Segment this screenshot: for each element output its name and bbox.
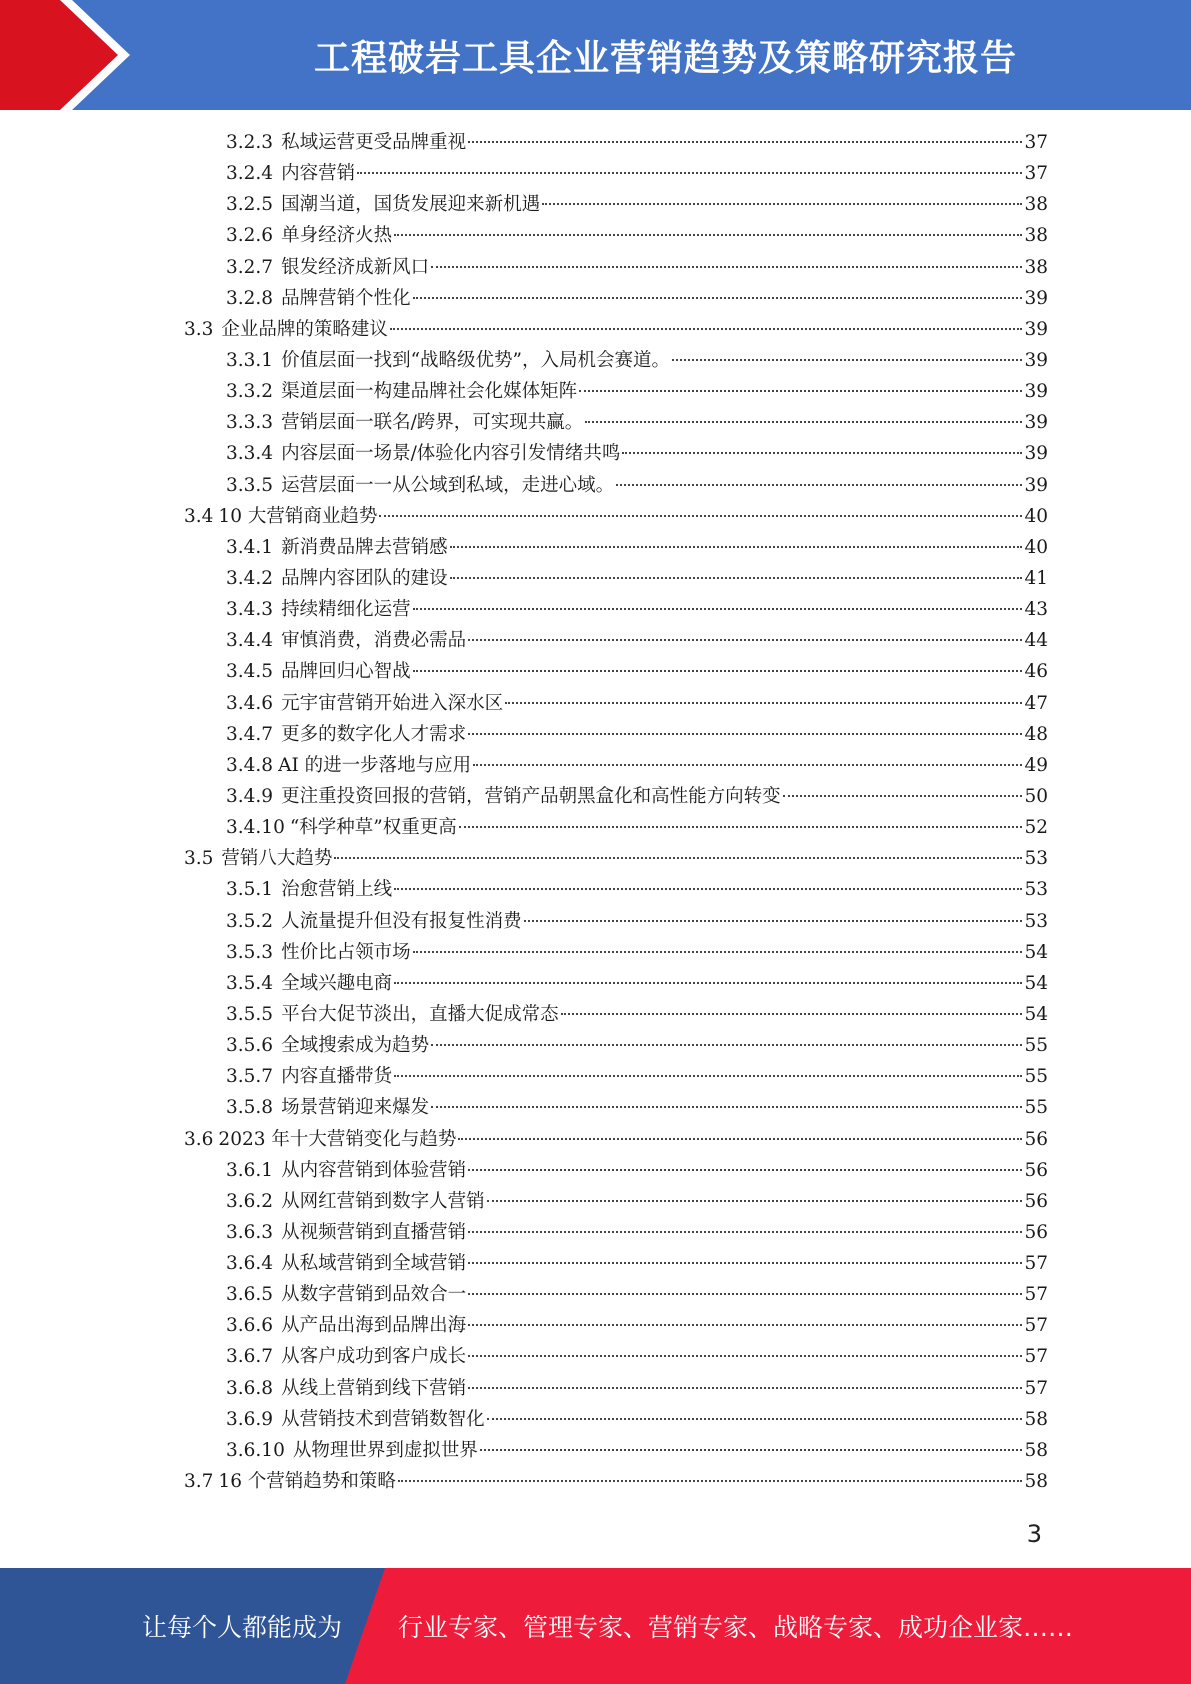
- toc-entry[interactable]: [184, 563, 1048, 594]
- toc-entry[interactable]: [184, 1155, 1048, 1186]
- toc-entry-number: 3.6.10: [226, 1439, 285, 1461]
- toc-entry-title: 私域运营更受品牌重视: [281, 132, 467, 153]
- toc-entry-number: 3.4.8: [226, 754, 274, 776]
- toc-entry-title: 从产品出海到品牌出海: [281, 1315, 467, 1337]
- toc-dot-leader: [487, 1418, 1023, 1420]
- toc-dot-leader: [468, 1293, 1022, 1295]
- toc-dot-leader: [459, 826, 1023, 828]
- toc-entry[interactable]: [184, 1124, 1048, 1155]
- toc-entry-title: 更注重投资回报的营销，营销产品朝黑盒化和高性能方向转变: [281, 785, 781, 807]
- toc-entry-number: 3.6: [184, 1128, 214, 1150]
- table-of-contents: [184, 127, 1048, 1497]
- toc-entry-title: 元宇宙营销开始进入深水区: [281, 692, 504, 714]
- toc-entry-page: 37: [1024, 163, 1048, 185]
- toc-entry[interactable]: [184, 937, 1048, 968]
- toc-entry-number: 3.5.3: [226, 941, 274, 963]
- toc-entry-page: 57: [1024, 1253, 1048, 1275]
- toc-dot-leader: [561, 1013, 1023, 1015]
- toc-entry-page: 49: [1024, 754, 1048, 776]
- toc-entry-page: 46: [1024, 661, 1048, 683]
- toc-entry-title: 从数字营销到品效合一: [281, 1284, 467, 1306]
- toc-entry-page: 40: [1024, 536, 1048, 558]
- toc-entry-title: 场景营销迎来爆发: [281, 1097, 430, 1119]
- toc-dot-leader: [487, 1200, 1023, 1202]
- toc-entry-page: 54: [1024, 972, 1048, 994]
- toc-entry-page: 53: [1024, 848, 1048, 870]
- toc-entry[interactable]: [184, 1061, 1048, 1092]
- toc-entry[interactable]: [184, 1341, 1048, 1372]
- toc-dot-leader: [450, 577, 1023, 579]
- toc-entry-number: 3.5.5: [226, 1003, 274, 1025]
- toc-entry-title: 审慎消费，消费必需品: [281, 630, 467, 652]
- toc-dot-leader: [616, 484, 1022, 486]
- toc-dot-leader: [585, 421, 1022, 423]
- toc-entry-number: 3.5.8: [226, 1097, 274, 1119]
- toc-entry-title: 从私域营销到全域营销: [281, 1253, 467, 1275]
- toc-entry-title: 2023 年十大营销变化与趋势: [218, 1128, 457, 1150]
- toc-entry-title: 内容直播带货: [281, 1066, 393, 1088]
- toc-dot-leader: [468, 1262, 1022, 1264]
- toc-entry-page: 57: [1024, 1346, 1048, 1368]
- toc-entry-page: 58: [1024, 1439, 1048, 1461]
- toc-dot-leader: [468, 1231, 1022, 1233]
- toc-entry-page: 55: [1024, 1066, 1048, 1088]
- toc-entry-page: 56: [1024, 1128, 1048, 1150]
- toc-entry-number: 3.7: [184, 1471, 214, 1493]
- toc-entry-number: 3.6.8: [226, 1377, 274, 1399]
- toc-entry-title: 新消费品牌去营销感: [281, 536, 448, 558]
- toc-entry-title: 内容营销: [281, 163, 356, 185]
- toc-entry-number: 3.4.3: [226, 599, 274, 621]
- toc-entry-title: 从内容营销到体验营销: [281, 1159, 467, 1181]
- toc-dot-leader: [783, 795, 1023, 797]
- toc-entry-number: 3.2.6: [226, 225, 274, 247]
- toc-entry[interactable]: [184, 1435, 1048, 1466]
- toc-dot-leader: [579, 390, 1022, 392]
- toc-entry-number: 3.4.10: [226, 817, 285, 839]
- toc-entry-title: 营销层面一联名/跨界，可实现共赢。: [281, 412, 584, 434]
- toc-entry[interactable]: [184, 1092, 1048, 1123]
- toc-entry[interactable]: [184, 968, 1048, 999]
- page-number: 3: [1026, 1520, 1042, 1548]
- toc-entry-title: 16 个营销趋势和策略: [218, 1471, 396, 1493]
- toc-entry-page: 38: [1024, 256, 1048, 278]
- toc-entry[interactable]: [184, 906, 1048, 937]
- toc-entry-number: 3.4.5: [226, 661, 274, 683]
- toc-entry[interactable]: [184, 1248, 1048, 1279]
- toc-entry-page: 57: [1024, 1284, 1048, 1306]
- toc-entry[interactable]: [184, 314, 1048, 345]
- toc-entry-title: 从营销技术到营销数智化: [281, 1408, 485, 1430]
- toc-entry-number: 3.6.2: [226, 1190, 274, 1212]
- toc-entry[interactable]: [184, 843, 1048, 874]
- toc-entry[interactable]: [184, 345, 1048, 376]
- toc-entry[interactable]: [184, 1310, 1048, 1341]
- toc-entry-number: 3.2.7: [226, 256, 274, 278]
- toc-entry-title: 全域搜索成为趋势: [281, 1035, 430, 1057]
- toc-dot-leader: [379, 515, 1022, 517]
- toc-entry-number: 3.6.4: [226, 1253, 274, 1275]
- toc-entry-title: 内容层面一场景/体验化内容引发情绪共鸣: [281, 443, 621, 465]
- toc-entry[interactable]: [184, 1279, 1048, 1310]
- toc-entry-number: 3.4: [184, 505, 214, 527]
- toc-entry[interactable]: [184, 376, 1048, 407]
- toc-entry-title: 运营层面一一从公域到私域，走进心域。: [281, 474, 615, 496]
- toc-dot-leader: [473, 764, 1022, 766]
- toc-dot-leader: [542, 203, 1022, 205]
- toc-entry-number: 3.3.3: [226, 412, 274, 434]
- toc-entry-page: 58: [1024, 1408, 1048, 1430]
- toc-dot-leader: [413, 670, 1023, 672]
- toc-entry[interactable]: [184, 1217, 1048, 1248]
- toc-entry-page: 39: [1024, 443, 1048, 465]
- toc-entry[interactable]: [184, 407, 1048, 438]
- page-footer: [0, 1568, 1191, 1684]
- toc-entry-number: 3.3: [184, 318, 214, 340]
- toc-entry-number: 3.5.1: [226, 879, 274, 901]
- toc-entry-title: 持续精细化运营: [281, 599, 411, 621]
- toc-dot-leader: [468, 1355, 1022, 1357]
- toc-entry-number: 3.5: [184, 848, 214, 870]
- toc-dot-leader: [468, 141, 1022, 143]
- toc-entry[interactable]: [184, 874, 1048, 905]
- toc-entry-number: 3.5.4: [226, 972, 274, 994]
- toc-dot-leader: [450, 546, 1023, 548]
- toc-entry-page: 43: [1024, 599, 1048, 621]
- toc-entry-title: 从视频营销到直播营销: [281, 1221, 467, 1243]
- toc-entry-number: 3.3.5: [226, 474, 274, 496]
- toc-entry-page: 50: [1024, 785, 1048, 807]
- toc-dot-leader: [431, 1106, 1022, 1108]
- toc-entry-number: 3.4.1: [226, 536, 274, 558]
- toc-entry-title: 平台大促节淡出，直播大促成常态: [281, 1003, 559, 1025]
- toc-entry-page: 47: [1024, 692, 1048, 714]
- toc-entry-number: 3.4.4: [226, 630, 274, 652]
- toc-entry-number: 3.5.2: [226, 910, 274, 932]
- toc-dot-leader: [468, 1387, 1022, 1389]
- toc-entry-title: 品牌内容团队的建设: [281, 567, 448, 589]
- toc-entry-title: “科学种草”权重更高: [289, 817, 457, 839]
- toc-dot-leader: [672, 359, 1022, 361]
- toc-entry-title: 国潮当道，国货发展迎来新机遇: [281, 194, 541, 216]
- toc-entry-page: 37: [1024, 132, 1048, 153]
- toc-entry-title: 治愈营销上线: [281, 879, 393, 901]
- toc-entry-title: 品牌回归心智战: [281, 661, 411, 683]
- toc-dot-leader: [458, 1138, 1022, 1140]
- toc-entry-page: 44: [1024, 630, 1048, 652]
- toc-entry[interactable]: [184, 1466, 1048, 1497]
- toc-dot-leader: [468, 1324, 1022, 1326]
- toc-entry-page: 55: [1024, 1097, 1048, 1119]
- toc-entry[interactable]: [184, 812, 1048, 843]
- toc-entry-title: 从网红营销到数字人营销: [281, 1190, 485, 1212]
- toc-entry[interactable]: [184, 1404, 1048, 1435]
- toc-entry-page: 58: [1024, 1471, 1048, 1493]
- toc-entry[interactable]: [184, 999, 1048, 1030]
- toc-dot-leader: [431, 1044, 1022, 1046]
- toc-entry-title: 10 大营销商业趋势: [218, 505, 378, 527]
- toc-entry[interactable]: [184, 625, 1048, 656]
- toc-entry-number: 3.3.1: [226, 349, 274, 371]
- toc-entry-title: 从线上营销到线下营销: [281, 1377, 467, 1399]
- toc-entry-page: 52: [1024, 817, 1048, 839]
- toc-entry-number: 3.6.7: [226, 1346, 274, 1368]
- toc-entry-page: 57: [1024, 1315, 1048, 1337]
- toc-entry[interactable]: [184, 220, 1048, 251]
- toc-entry-number: 3.6.1: [226, 1159, 274, 1181]
- toc-entry[interactable]: [184, 470, 1048, 501]
- toc-dot-leader: [357, 172, 1022, 174]
- toc-dot-leader: [413, 951, 1023, 953]
- toc-dot-leader: [480, 1449, 1023, 1451]
- toc-dot-leader: [413, 297, 1023, 299]
- toc-entry-page: 41: [1024, 567, 1048, 589]
- toc-entry-number: 3.6.3: [226, 1221, 274, 1243]
- toc-dot-leader: [394, 1075, 1022, 1077]
- toc-entry-number: 3.2.5: [226, 194, 274, 216]
- toc-entry-number: 3.6.5: [226, 1284, 274, 1306]
- toc-dot-leader: [505, 702, 1022, 704]
- toc-entry-page: 56: [1024, 1159, 1048, 1181]
- toc-entry-page: 55: [1024, 1035, 1048, 1057]
- toc-dot-leader: [334, 857, 1022, 859]
- toc-entry-page: 39: [1024, 381, 1048, 403]
- toc-entry-number: 3.5.7: [226, 1066, 274, 1088]
- toc-entry-title: 渠道层面一构建品牌社会化媒体矩阵: [281, 381, 578, 403]
- toc-entry-page: 38: [1024, 225, 1048, 247]
- toc-entry-number: 3.6.9: [226, 1408, 274, 1430]
- toc-dot-leader: [524, 920, 1023, 922]
- toc-entry-title: 企业品牌的策略建议: [221, 318, 388, 340]
- footer-slogan-left: 让每个人都能成为: [142, 1613, 343, 1642]
- toc-entry-number: 3.2.8: [226, 287, 274, 309]
- toc-entry[interactable]: [184, 594, 1048, 625]
- toc-entry-number: 3.3.4: [226, 443, 274, 465]
- toc-entry-title: 更多的数字化人才需求: [281, 723, 467, 745]
- toc-entry-title: 从物理世界到虚拟世界: [292, 1439, 478, 1461]
- toc-dot-leader: [431, 266, 1022, 268]
- toc-entry-number: 3.2.3: [226, 132, 274, 153]
- toc-entry-number: 3.3.2: [226, 381, 274, 403]
- toc-entry-page: 39: [1024, 349, 1048, 371]
- toc-entry-page: 54: [1024, 1003, 1048, 1025]
- toc-dot-leader: [468, 1169, 1022, 1171]
- toc-entry-number: 3.5.6: [226, 1035, 274, 1057]
- toc-dot-leader: [622, 452, 1022, 454]
- toc-entry-number: 3.2.4: [226, 163, 274, 185]
- toc-dot-leader: [398, 1480, 1023, 1482]
- toc-entry[interactable]: [184, 189, 1048, 220]
- toc-entry[interactable]: [184, 750, 1048, 781]
- toc-entry[interactable]: [184, 532, 1048, 563]
- toc-entry-page: 39: [1024, 318, 1048, 340]
- toc-entry-title: 单身经济火热: [281, 225, 393, 247]
- toc-dot-leader: [394, 234, 1022, 236]
- toc-entry-page: 39: [1024, 287, 1048, 309]
- toc-entry-title: 从客户成功到客户成长: [281, 1346, 467, 1368]
- toc-entry[interactable]: [184, 781, 1048, 812]
- toc-entry-title: 人流量提升但没有报复性消费: [281, 910, 522, 932]
- toc-entry-page: 38: [1024, 194, 1048, 216]
- toc-entry[interactable]: [184, 283, 1048, 314]
- toc-entry-page: 39: [1024, 412, 1048, 434]
- toc-entry-page: 53: [1024, 879, 1048, 901]
- toc-entry-title: 银发经济成新风口: [281, 256, 430, 278]
- toc-entry-page: 56: [1024, 1221, 1048, 1243]
- toc-entry[interactable]: [184, 656, 1048, 687]
- toc-entry-page: 56: [1024, 1190, 1048, 1212]
- report-title: 工程破岩工具企业营销趋势及策略研究报告: [313, 38, 1017, 79]
- toc-entry[interactable]: [184, 688, 1048, 719]
- toc-dot-leader: [413, 608, 1023, 610]
- toc-entry-page: 57: [1024, 1377, 1048, 1399]
- toc-entry-number: 3.4.2: [226, 567, 274, 589]
- toc-entry[interactable]: [184, 1030, 1048, 1061]
- toc-dot-leader: [394, 982, 1022, 984]
- toc-dot-leader: [468, 639, 1022, 641]
- toc-entry-number: 3.6.6: [226, 1315, 274, 1337]
- toc-entry-title: 价值层面一找到“战略级优势”，入局机会赛道。: [281, 349, 670, 371]
- toc-entry-page: 39: [1024, 474, 1048, 496]
- toc-entry-page: 54: [1024, 941, 1048, 963]
- toc-entry-title: 品牌营销个性化: [281, 287, 411, 309]
- toc-entry[interactable]: [184, 252, 1048, 283]
- toc-entry[interactable]: [184, 127, 1048, 158]
- toc-entry-number: 3.4.9: [226, 785, 274, 807]
- toc-dot-leader: [468, 733, 1022, 735]
- page-header: [0, 0, 1191, 110]
- toc-entry-number: 3.4.6: [226, 692, 274, 714]
- toc-entry-number: 3.4.7: [226, 723, 274, 745]
- toc-entry-page: 48: [1024, 723, 1048, 745]
- toc-entry-title: 营销八大趋势: [221, 848, 333, 870]
- toc-entry[interactable]: [184, 501, 1048, 532]
- toc-entry-title: 性价比占领市场: [281, 941, 411, 963]
- toc-entry-page: 40: [1024, 505, 1048, 527]
- toc-entry[interactable]: [184, 1373, 1048, 1404]
- toc-entry-title: 全域兴趣电商: [281, 972, 393, 994]
- toc-entry-title: AI 的进一步落地与应用: [278, 754, 472, 776]
- toc-entry[interactable]: [184, 1186, 1048, 1217]
- toc-dot-leader: [394, 888, 1022, 890]
- toc-dot-leader: [390, 328, 1023, 330]
- toc-entry-page: 53: [1024, 910, 1048, 932]
- toc-entry[interactable]: [184, 719, 1048, 750]
- toc-entry[interactable]: [184, 158, 1048, 189]
- footer-slogan-right: 行业专家、管理专家、营销专家、战略专家、成功企业家……: [398, 1613, 1074, 1642]
- toc-entry[interactable]: [184, 438, 1048, 469]
- chevron-arrow-icon: [0, 0, 160, 110]
